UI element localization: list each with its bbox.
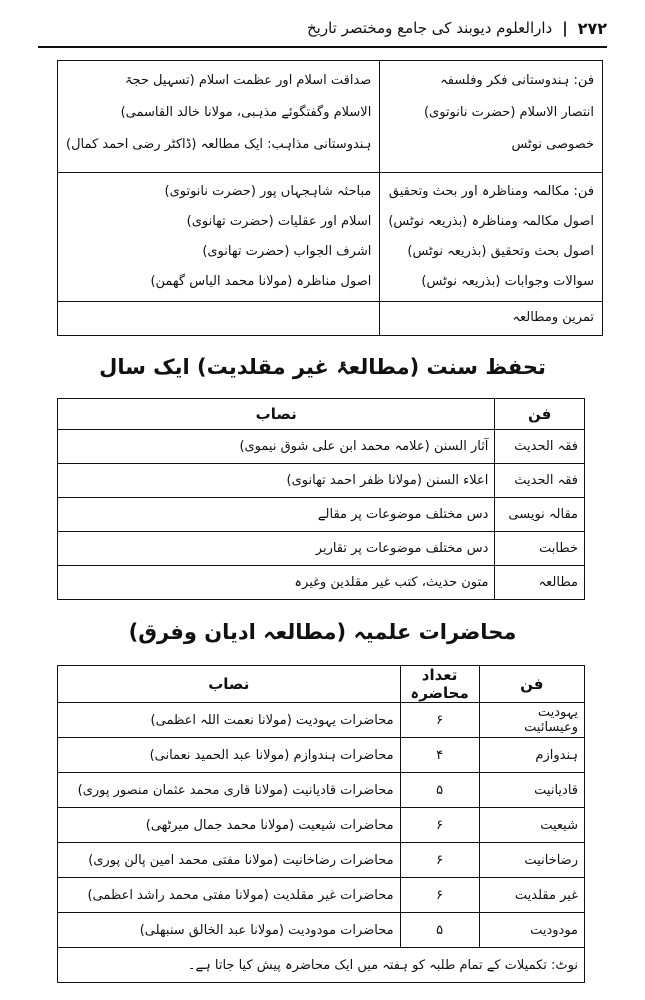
subject-cell: یہودیت وعیسائیت xyxy=(479,703,584,738)
syllabus-cell: دس مختلف موضوعات پر مقالے xyxy=(58,498,495,532)
table-row xyxy=(58,913,585,948)
books-cell xyxy=(58,173,380,302)
syllabus-cell: آثار السنن (علامہ محمد ابن علی شوق نیموی) xyxy=(58,430,495,464)
subject-cell: ہندوازم xyxy=(479,738,584,773)
muhazarat-table xyxy=(57,665,585,983)
subject-line: انتصار الاسلام (حضرت نانوتوی) xyxy=(423,105,595,120)
column-header-subject: فن xyxy=(479,666,584,703)
table-note: نوٹ: تکمیلات کے تمام طلبہ کو ہفتہ میں ایک محاضرہ پیش کیا جاتا ہے۔ xyxy=(58,948,585,983)
table-row xyxy=(58,302,603,336)
count-cell: ۶ xyxy=(400,843,479,878)
tahaffuz-sunnat-table xyxy=(57,398,585,600)
page-header xyxy=(38,12,607,44)
column-header-subject: فن xyxy=(495,399,585,430)
subject-line: اصول مکالمہ ومناظرہ (بذریعہ نوٹس) xyxy=(388,214,595,229)
header-rule xyxy=(38,46,607,48)
syllabus-cell: اعلاء السنن (مولانا ظفر احمد تھانوی) xyxy=(58,464,495,498)
subject-cell xyxy=(380,173,603,302)
table-header-row xyxy=(58,666,585,703)
section-heading-tahaffuz-sunnat: تحفظ سنت (مطالعۂ غیر مقلدیت) ایک سال xyxy=(99,355,546,379)
syllabus-cell: محاضرات مودودیت (مولانا عبد الخالق سنبھلی) xyxy=(58,913,401,948)
syllabus-cell: محاضرات ہندوازم (مولانا عبد الحمید نعمانی) xyxy=(58,738,401,773)
table-row xyxy=(58,878,585,913)
subject-line: اصول بحث وتحقیق (بذریعہ نوٹس) xyxy=(407,244,595,259)
subject-cell: قادیانیت xyxy=(479,773,584,808)
table-row xyxy=(58,843,585,878)
page-number: ۲۷۲ xyxy=(577,18,607,38)
syllabus-cell: محاضرات شیعیت (مولانا محمد جمال میرٹھی) xyxy=(58,808,401,843)
subject-cell: رضاخانیت xyxy=(479,843,584,878)
subject-cell: خطابت xyxy=(495,532,585,566)
table-row xyxy=(58,173,603,302)
column-header-syllabus: نصاب xyxy=(58,666,401,703)
table-row xyxy=(58,703,585,738)
book-line: مباحثہ شاہجہاں پور (حضرت نانوتوی) xyxy=(164,184,372,199)
subject-cell: فقہ الحدیث xyxy=(495,430,585,464)
count-cell: ۵ xyxy=(400,913,479,948)
table-row xyxy=(58,498,585,532)
count-cell: ۵ xyxy=(400,773,479,808)
count-cell: ۶ xyxy=(400,878,479,913)
subject-line: فن: مکالمہ ومناظرہ اور بحث وتحقیق xyxy=(388,184,595,199)
subject-cell: غیر مقلدیت xyxy=(479,878,584,913)
table-row xyxy=(58,948,585,983)
syllabus-cell: متون حدیث، کتب غیر مقلدین وغیرہ xyxy=(58,566,495,600)
section-heading-muhazarat: محاضرات علمیہ (مطالعہ ادیان وفرق) xyxy=(128,620,517,644)
subject-cell: مقالہ نویسی xyxy=(495,498,585,532)
syllabus-cell: محاضرات یہودیت (مولانا نعمت اللہ اعظمی) xyxy=(58,703,401,738)
subject-cell: مودودیت xyxy=(479,913,584,948)
table-row xyxy=(58,532,585,566)
table-row xyxy=(58,808,585,843)
table-row xyxy=(58,464,585,498)
book-line: صداقت اسلام اور عظمت اسلام (تسہیل حجۃ xyxy=(124,73,372,88)
subject-line: خصوصی نوٹس xyxy=(511,137,595,152)
table-row xyxy=(58,738,585,773)
book-line: اسلام اور عقلیات (حضرت تھانوی) xyxy=(186,214,372,229)
book-line: ہندوستانی مذاہب: ایک مطالعہ (ڈاکٹر رضی احمد کمال) xyxy=(66,137,372,152)
header-separator: | xyxy=(562,19,568,37)
subject-cell: شیعیت xyxy=(479,808,584,843)
subject-line: سوالات وجوابات (بذریعہ نوٹس) xyxy=(421,274,595,289)
books-cell xyxy=(58,61,380,173)
syllabus-cell: محاضرات غیر مقلدیت (مولانا مفتی محمد راشد اعظمی) xyxy=(58,878,401,913)
count-cell: ۴ xyxy=(400,738,479,773)
table-row xyxy=(58,430,585,464)
syllabus-cell: محاضرات رضاخانیت (مولانا مفتی محمد امین پالن پوری) xyxy=(58,843,401,878)
books-cell xyxy=(58,302,380,336)
book-title: دارالعلوم دیوبند کی جامع ومختصر تاریخ xyxy=(307,19,553,37)
count-cell: ۶ xyxy=(400,808,479,843)
subject-line: فن: ہندوستانی فکر وفلسفہ xyxy=(440,73,595,88)
subject-cell: فقہ الحدیث xyxy=(495,464,585,498)
table-row xyxy=(58,773,585,808)
column-header-syllabus: نصاب xyxy=(58,399,495,430)
count-cell: ۶ xyxy=(400,703,479,738)
subject-cell xyxy=(380,61,603,173)
book-line: الاسلام وگفتگوئے مذہبی، مولانا خالد القاسمی) xyxy=(120,105,372,120)
book-line: اشرف الجواب (حضرت تھانوی) xyxy=(202,244,372,259)
table-row xyxy=(58,61,603,173)
subject-line: تمرین ومطالعہ xyxy=(512,310,595,325)
column-header-count: تعداد محاضرہ xyxy=(400,666,479,703)
syllabus-cell: محاضرات قادیانیت (مولانا قاری محمد عثمان منصور پوری) xyxy=(58,773,401,808)
table-row xyxy=(58,566,585,600)
curriculum-table-top xyxy=(57,60,603,336)
book-line: اصول مناظرہ (مولانا محمد الیاس گھمن) xyxy=(150,274,372,289)
subject-cell: مطالعہ xyxy=(495,566,585,600)
syllabus-cell: دس مختلف موضوعات پر تقاریر xyxy=(58,532,495,566)
table-header-row xyxy=(58,399,585,430)
subject-cell xyxy=(380,302,603,336)
